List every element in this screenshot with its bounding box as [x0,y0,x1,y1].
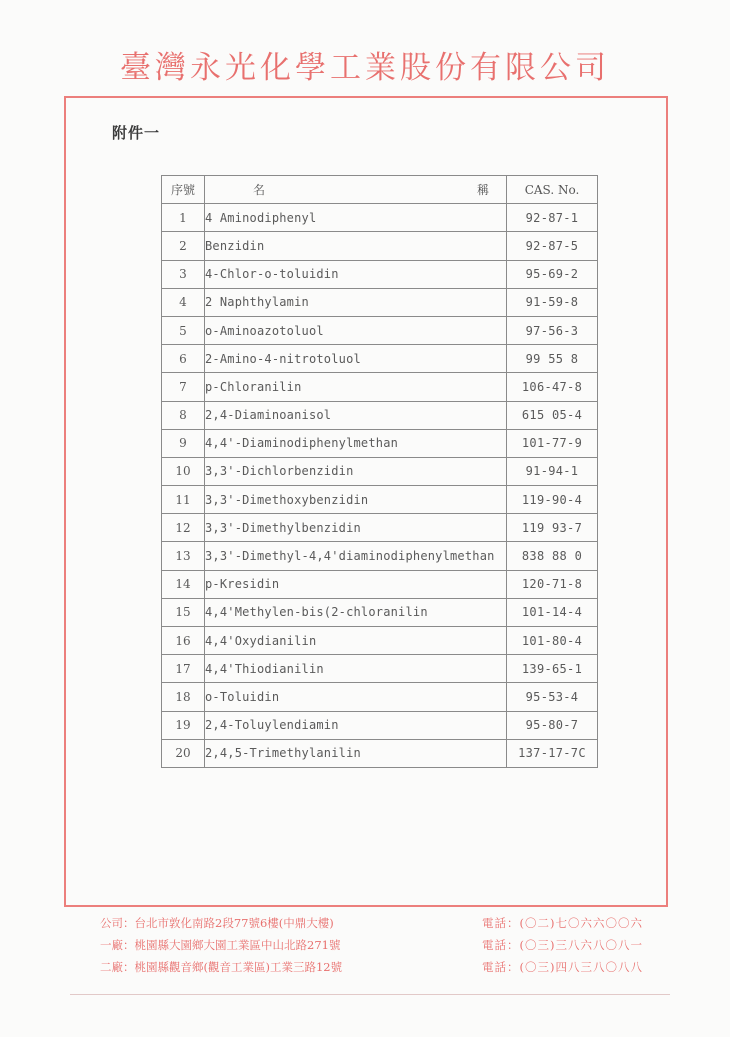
table-row [162,598,598,626]
footer-addresses [100,912,342,978]
cas-number: 95-69-2 [507,260,598,288]
footer-address-plant-2: 二廠：桃園縣觀音鄉(觀音工業區)工業三路12號 [100,960,343,974]
row-number: 9 [162,429,205,457]
chemical-name: 3,3'-Dimethoxybenzidin [205,486,507,514]
table-row [162,288,598,316]
cas-number: 91-94-1 [507,457,598,485]
footer-phone-plant-2: 電話：(〇三)四八三八〇八八 [482,960,643,974]
cas-number: 101-80-4 [507,627,598,655]
cas-number: 139-65-1 [507,655,598,683]
footer-phone-plant-1: 電話：(〇三)三八六八〇八一 [482,938,643,952]
table-header-row [162,176,598,204]
chemical-name: 2,4,5-Trimethylanilin [205,739,507,767]
chemical-name: 3,3'-Dimethyl-4,4'diaminodiphenylmethan [205,542,507,570]
cas-number: 101-14-4 [507,598,598,626]
cas-number: 615 05-4 [507,401,598,429]
row-number: 1 [162,204,205,232]
table-row [162,514,598,542]
chemical-name: 4,4'Methylen-bis(2-chloranilin [205,598,507,626]
table-row [162,373,598,401]
chemical-name: p-Chloranilin [205,373,507,401]
cas-number: 92-87-1 [507,204,598,232]
table-row [162,401,598,429]
cas-number: 106-47-8 [507,373,598,401]
cas-number: 119-90-4 [507,486,598,514]
chemical-name: Benzidin [205,232,507,260]
cas-number: 101-77-9 [507,429,598,457]
table-row [162,429,598,457]
chemical-name: o-Aminoazotoluol [205,316,507,344]
table-row [162,486,598,514]
row-number: 2 [162,232,205,260]
row-number: 4 [162,288,205,316]
table-row [162,204,598,232]
cas-number: 91-59-8 [507,288,598,316]
row-number: 17 [162,655,205,683]
footer-address-plant-1: 一廠：桃園縣大園鄉大園工業區中山北路271號 [100,938,341,952]
cas-number: 92-87-5 [507,232,598,260]
row-number: 20 [162,739,205,767]
row-number: 11 [162,486,205,514]
cas-number: 97-56-3 [507,316,598,344]
chemical-name: 3,3'-Dimethylbenzidin [205,514,507,542]
header-name-right: 稱 [477,183,490,197]
row-number: 16 [162,627,205,655]
header-no: 序號 [162,176,205,204]
cas-number: 99 55 8 [507,345,598,373]
chemical-name: 4-Chlor-o-toluidin [205,260,507,288]
chemical-table [161,175,598,768]
chemical-name: 3,3'-Dichlorbenzidin [205,457,507,485]
table-row [162,232,598,260]
cas-number: 120-71-8 [507,570,598,598]
row-number: 8 [162,401,205,429]
cas-number: 95-80-7 [507,711,598,739]
table-row [162,316,598,344]
table-row [162,655,598,683]
header-name [205,176,507,204]
header-name-left: 名 [253,183,266,197]
row-number: 3 [162,260,205,288]
table-row [162,739,598,767]
row-number: 10 [162,457,205,485]
company-name: 臺灣永光化學工業股份有限公司 [120,50,610,86]
cas-number: 119 93-7 [507,514,598,542]
footer-phone-company: 電話：(〇二)七〇六六〇〇六 [482,916,643,930]
row-number: 5 [162,316,205,344]
row-number: 18 [162,683,205,711]
row-number: 6 [162,345,205,373]
row-number: 7 [162,373,205,401]
footer-address-company: 公司：台北市敦化南路2段77號6樓(中鼎大樓) [100,916,334,930]
cas-number: 137-17-7C [507,739,598,767]
table-row [162,260,598,288]
page-bottom-divider [70,994,670,995]
chemical-name: 4,4'Oxydianilin [205,627,507,655]
chemical-name: 2 Naphthylamin [205,288,507,316]
chemical-name: 4,4'-Diaminodiphenylmethan [205,429,507,457]
row-number: 14 [162,570,205,598]
footer-phones [482,912,643,978]
table-row [162,542,598,570]
table-row [162,345,598,373]
chemical-name: p-Kresidin [205,570,507,598]
table-row [162,457,598,485]
chemical-name: 2-Amino-4-nitrotoluol [205,345,507,373]
header-cas: CAS. No. [507,176,598,204]
cas-number: 95-53-4 [507,683,598,711]
chemical-name: 2,4-Toluylendiamin [205,711,507,739]
chemical-name: 4,4'Thiodianilin [205,655,507,683]
row-number: 15 [162,598,205,626]
attachment-label: 附件一 [112,124,161,142]
chemical-name: o-Toluidin [205,683,507,711]
chemical-name: 2,4-Diaminoanisol [205,401,507,429]
chemical-name: 4 Aminodiphenyl [205,204,507,232]
row-number: 13 [162,542,205,570]
row-number: 12 [162,514,205,542]
row-number: 19 [162,711,205,739]
table-row [162,570,598,598]
table-row [162,711,598,739]
table-row [162,683,598,711]
table-row [162,627,598,655]
table-body [162,204,598,768]
cas-number: 838 88 0 [507,542,598,570]
